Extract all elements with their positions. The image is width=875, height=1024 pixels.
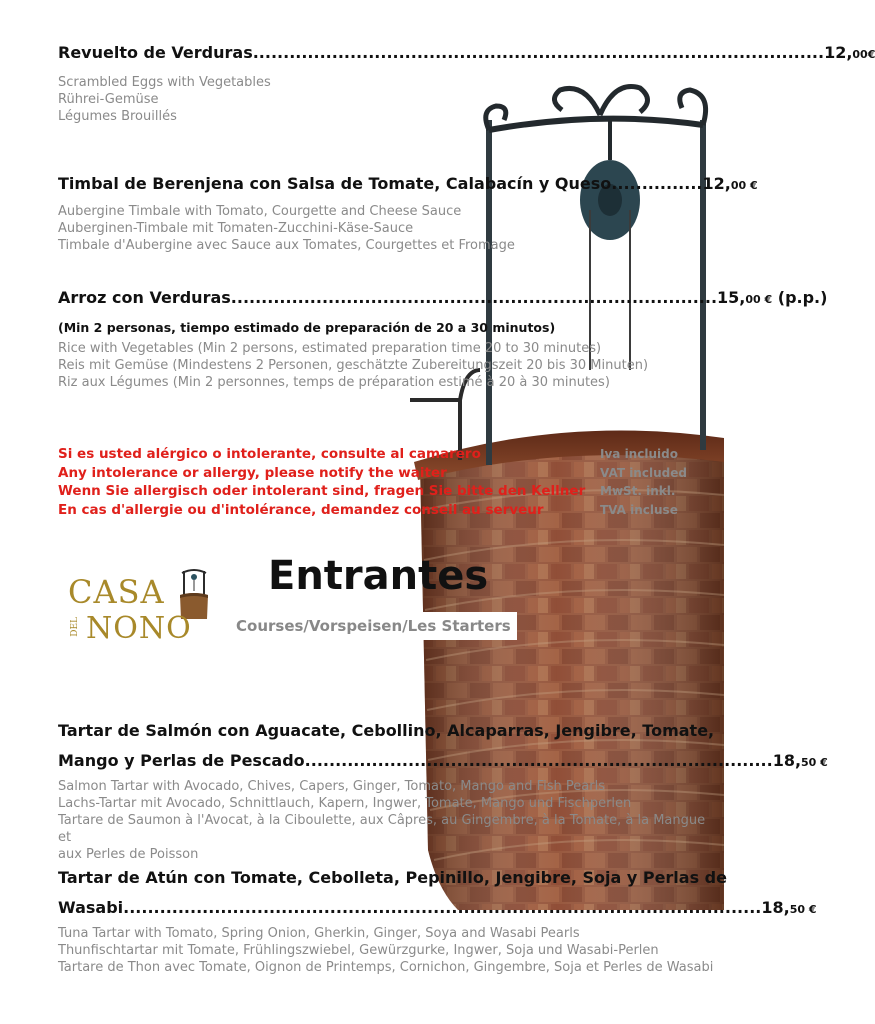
dish-translations-timbal: Aubergine Timbale with Tomato, Courgette and Cheese Sauce Auberginen-Timbale mit Tomaten-Zucchini-Käse-Sauce Timbale d'Aubergine avec Sauce aux Tomates, Courgettes et Fromage: [58, 204, 515, 253]
dish-title-timbal: Timbal de Berenjena con Salsa de Tomate, Calabacín y Queso...............12,00 €: [58, 174, 758, 193]
dish-note-arroz: (Min 2 personas, tiempo estimado de preparación de 20 a 30 minutos): [58, 320, 556, 335]
casa-del-nono-logo: [68, 565, 218, 655]
dish-title-arroz: Arroz con Verduras................................................................................15,00 € (p.p.): [58, 288, 828, 307]
section-title: Entrantes: [268, 553, 489, 599]
logo-word-del: DEL: [70, 617, 80, 637]
dish-title-revuelto: Revuelto de Verduras..............................................................................................12,00€: [58, 43, 875, 62]
logo-word-casa: CASA: [68, 573, 165, 611]
dish-translations-salmon: Salmon Tartar with Avocado, Chives, Capers, Ginger, Tomato, Mango and Fish Pearls Lachs-Tartar mit Avocado, Schnittlauch, Kapern, Ingwer, Tomate, Mango und Fischperlen Tartare de Saumon à l'Avocat, à la Ciboulette, aux Câpres, au Gingembre, à la Tomate, à la Mangue et aux Perles de Poisson: [58, 779, 706, 862]
dish-title-atun-line1: Tartar de Atún con Tomate, Cebolleta, Pepinillo, Jengibre, Soja y Perlas de: [58, 868, 727, 887]
dish-translations-revuelto: Scrambled Eggs with Vegetables Rührei-Gemüse Légumes Brouillés: [58, 75, 271, 124]
tax-notice: Iva incluido VAT included MwSt. inkl. TVA incluse: [600, 447, 687, 517]
dish-translations-arroz: Rice with Vegetables (Min 2 persons, estimated preparation time 20 to 30 minutes) Reis mit Gemüse (Mindestens 2 Personen, geschätzte Zubereitungszeit 20 bis 30 Minuten) Riz aux Légumes (Min 2 personnes, temps de préparation estimé à 20 à 30 minutes): [58, 341, 649, 390]
dish-title-salmon-line2: Mango y Perlas de Pescado.............................................................................18,50 €: [58, 751, 828, 770]
allergy-notice: Si es usted alérgico o intolerante, consulte al camarero Any intolerance or allergy, please notify the waiter Wenn Sie allergisch oder intolerant sind, fragen Sie bitte den Kellner En cas d'allergie ou d'intolérance, demandez conseil au serveur: [58, 446, 586, 518]
section-subtitle: Courses/Vorspeisen/Les Starters: [230, 612, 517, 640]
logo-word-nono: NONO: [86, 611, 192, 646]
dish-title-salmon-line1: Tartar de Salmón con Aguacate, Cebollino, Alcaparras, Jengibre, Tomate,: [58, 721, 715, 740]
dish-title-atun-line2: Wasabi.........................................................................................................18,50 €: [58, 898, 817, 917]
dish-translations-atun: Tuna Tartar with Tomato, Spring Onion, Gherkin, Ginger, Soya and Wasabi Pearls Thunfischtartar mit Tomate, Frühlingszwiebel, Gewürzgurke, Ingwer, Soja und Wasabi-Perlen Tartare de Thon avec Tomate, Oignon de Printemps, Cornichon, Gingembre, Soja et Perles de Wasabi: [58, 926, 714, 975]
